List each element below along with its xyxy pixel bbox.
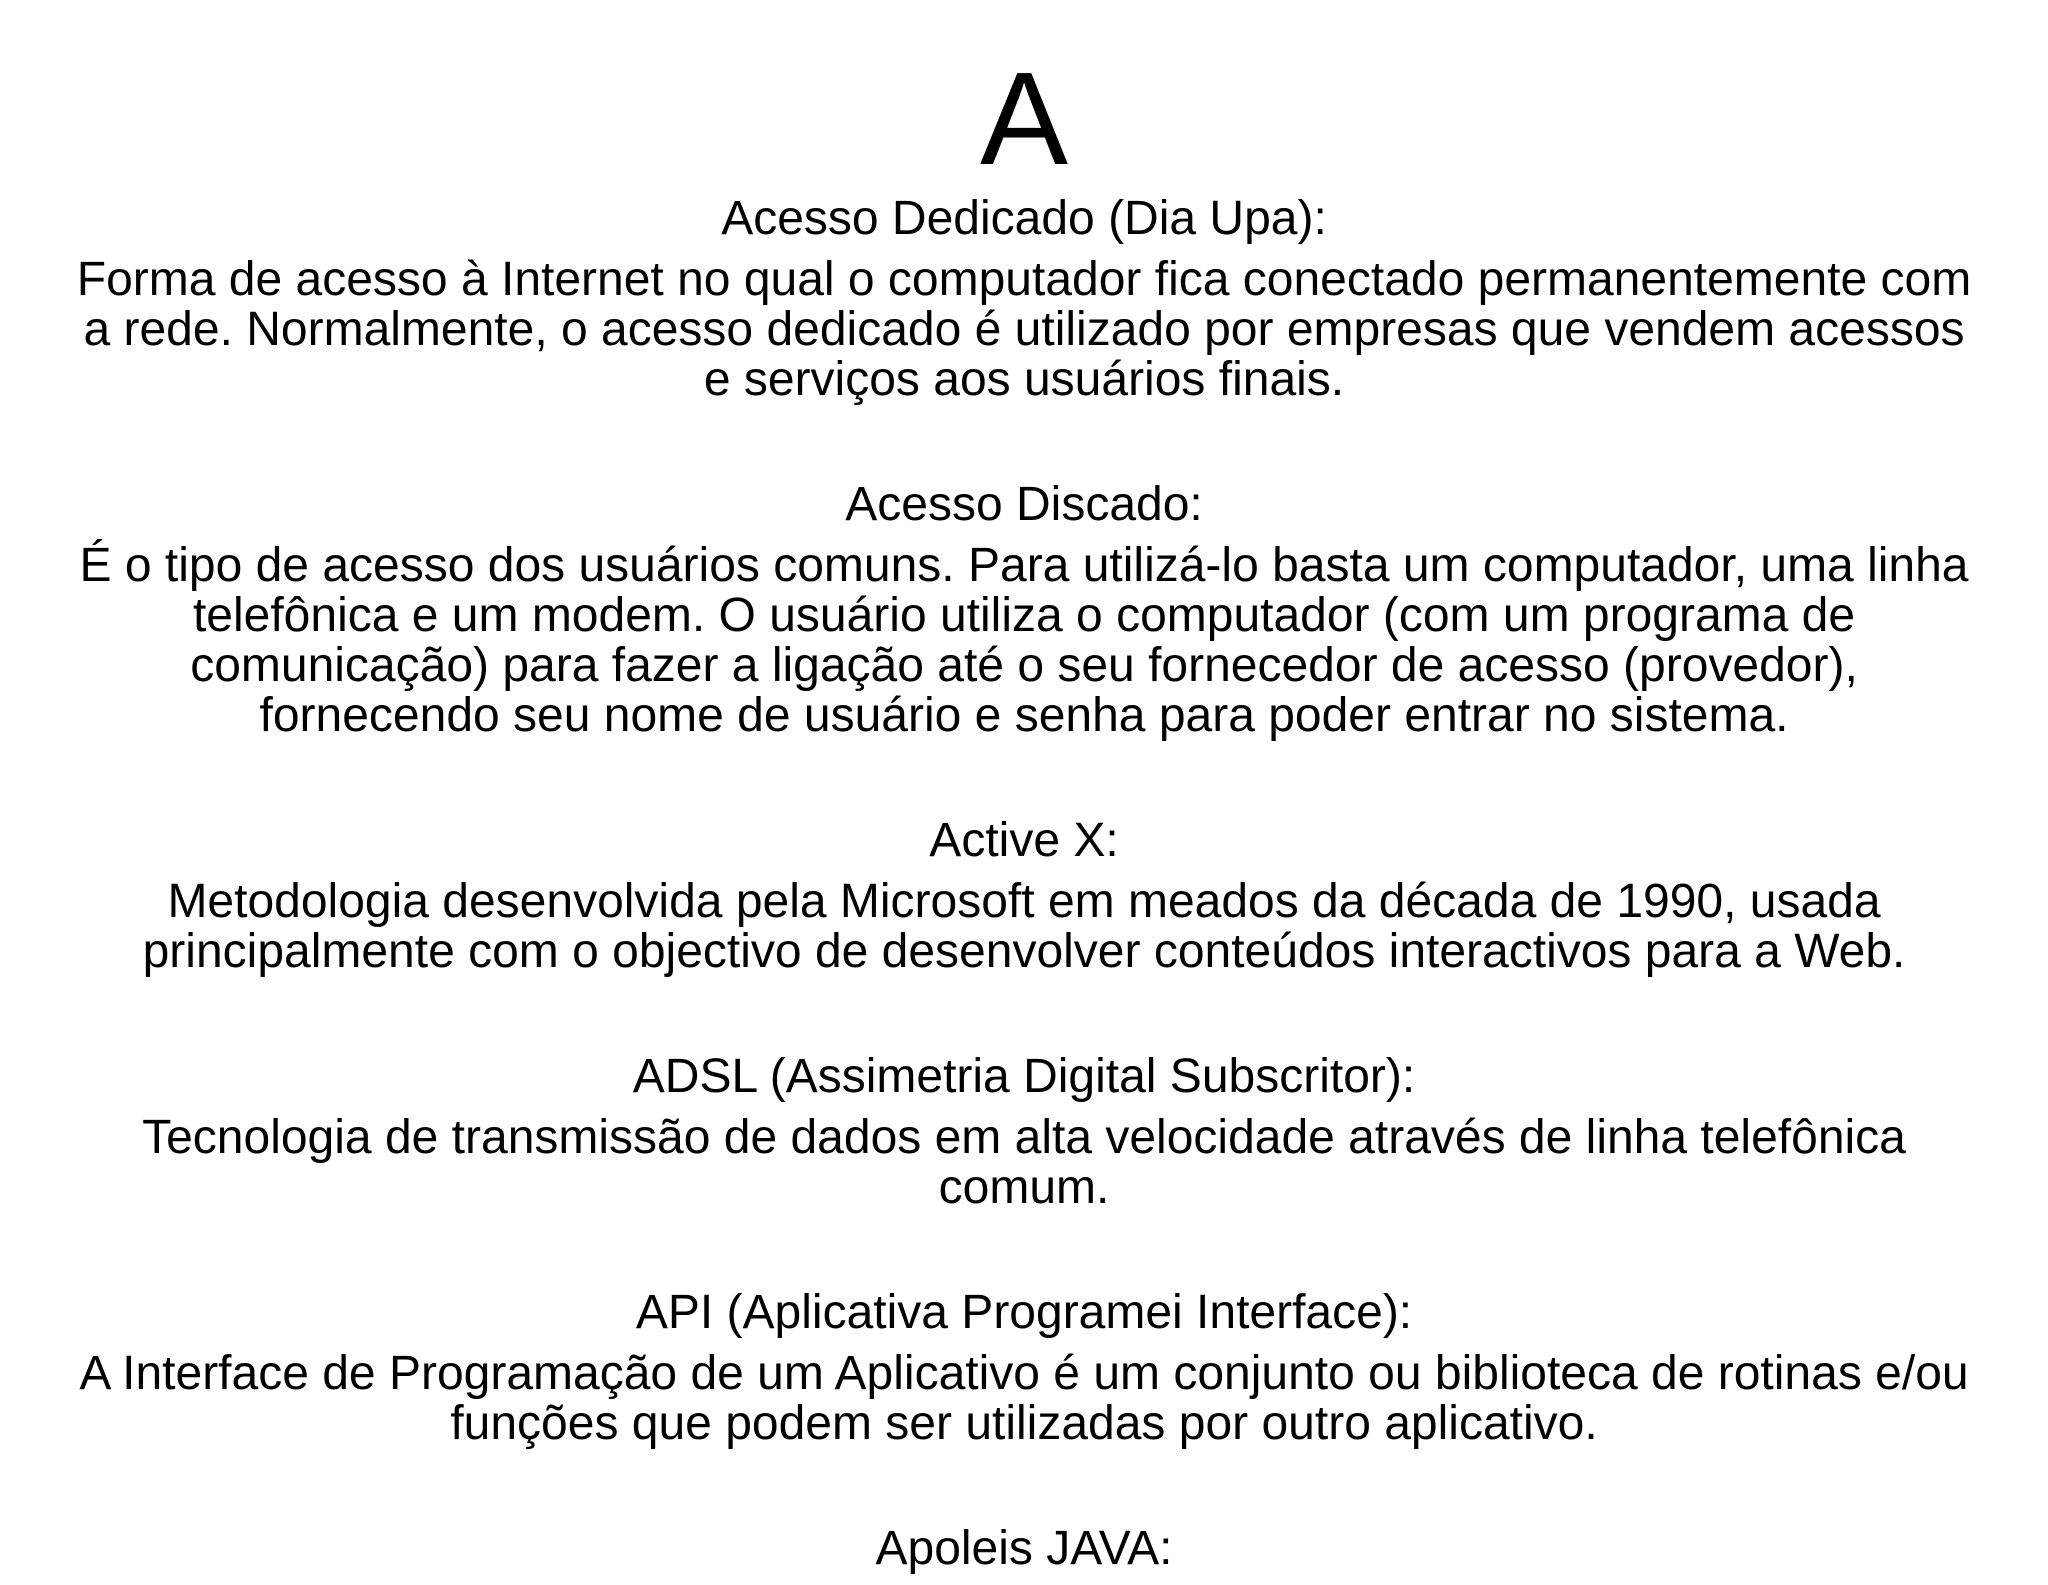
glossary-entry (64, 1049, 1984, 1213)
section-letter: A (979, 45, 1069, 192)
glossary-entry (64, 813, 1984, 977)
entry-term: Active X: (929, 814, 1119, 867)
entry-term: API (Aplicativa Programei Interface): (635, 1286, 1413, 1339)
entry-term: Acesso Discado: (845, 478, 1203, 531)
glossary-entry (64, 1285, 1984, 1449)
entry-term: ADSL (Assimetria Digital Subscritor): (632, 1050, 1416, 1103)
entry-definition: Tecnologia de transmissão de dados em alta velocidade através de linha telefônica comum. (142, 1111, 1906, 1214)
entry-definition: Forma de acesso à Internet no qual o computador fica conectado permanentemente com a rede. Normalmente, o acesso dedicado é utilizado por empresas que vendem acessos e serviços aos usuários finais. (76, 253, 1972, 406)
entry-term: Acesso Dedicado (Dia Upa): (721, 192, 1327, 245)
entry-definition: A Interface de Programação de um Aplicativo é um conjunto ou biblioteca de rotinas e/ou funções que podem ser utilizadas por outro aplicativo. (79, 1347, 1969, 1450)
entry-definition: Metodologia desenvolvida pela Microsoft em meados da década de 1990, usada principalmente com o objectivo de desenvolver conteúdos interactivos para a Web. (142, 875, 1906, 978)
glossary-entry (64, 477, 1984, 741)
glossary-entry (64, 1521, 1984, 1585)
entry-term: Apoleis JAVA: (875, 1522, 1173, 1575)
entry-definition: É o tipo de acesso dos usuários comuns. Para utilizá-lo basta um computador, uma linha telefônica e um modem. O usuário utiliza o computador (com um programa de comunicação) para fazer a ligação até o seu fornecedor de acesso (provedor), fornecendo seu nome de usuário e senha para poder entrar no sistema. (79, 539, 1969, 742)
glossary-entry (64, 191, 1984, 405)
